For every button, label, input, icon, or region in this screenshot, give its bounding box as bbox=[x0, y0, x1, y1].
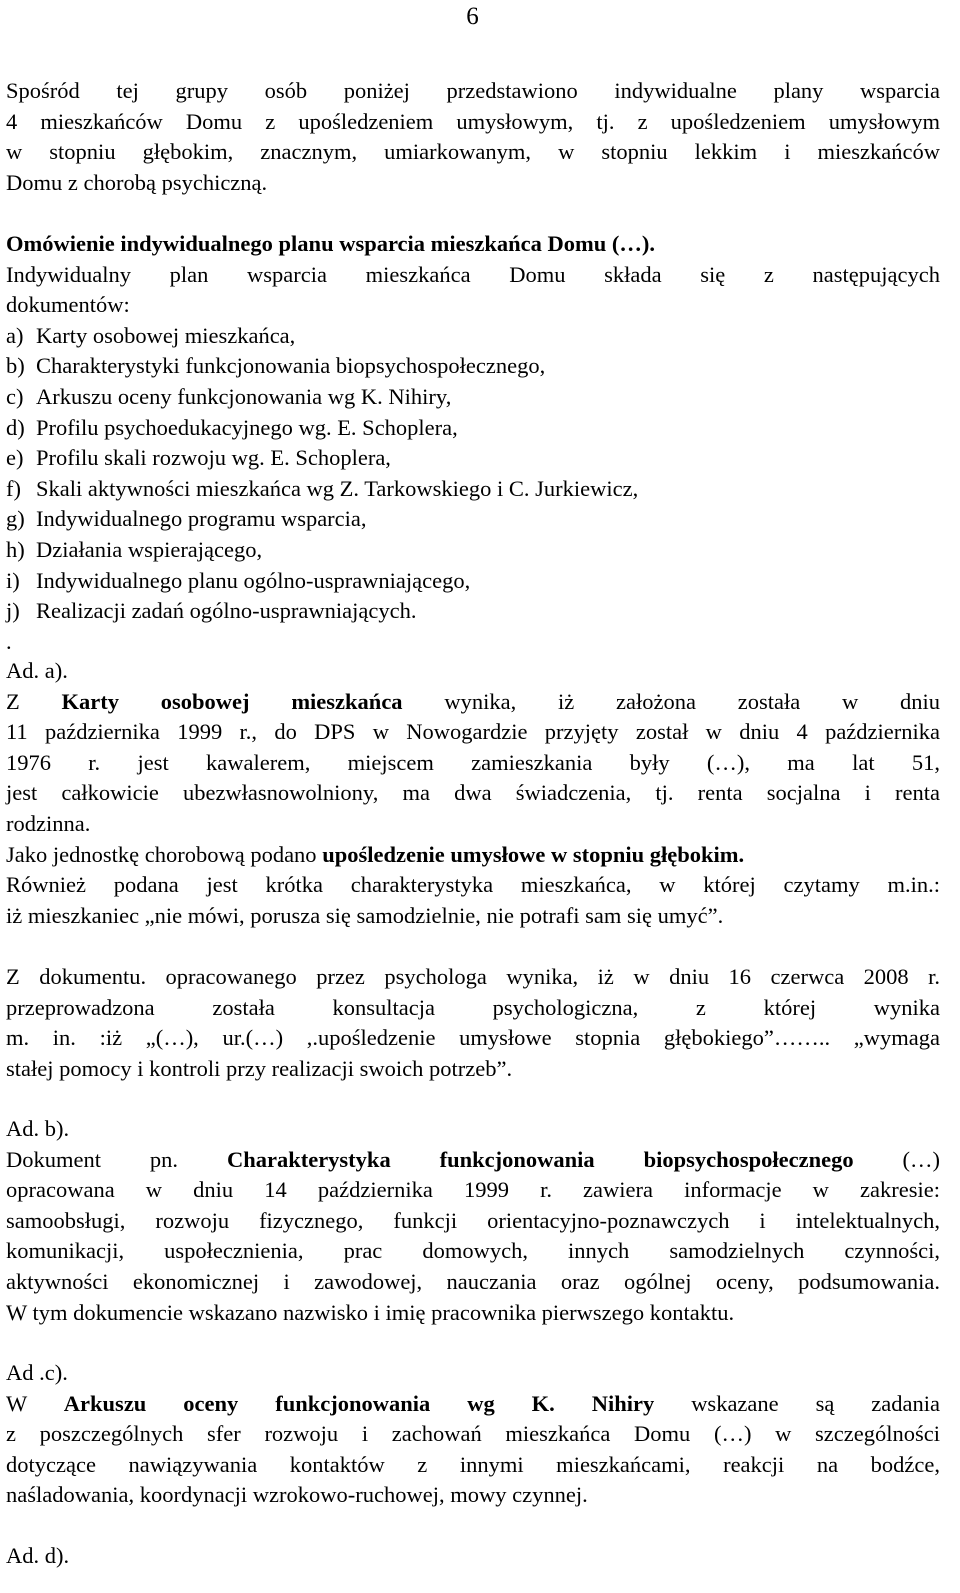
ad-b-text: Dokument pn. bbox=[6, 1146, 227, 1172]
ad-a-line: Również podana jest krótka charakterystyka mieszkańca, w której czytamy m.in.: bbox=[6, 872, 940, 898]
ad-a-text: Jako jednostkę chorobową podano bbox=[6, 841, 323, 867]
section-heading: Omówienie indywidualnego planu wsparcia mieszkańca Domu (…). bbox=[6, 231, 656, 256]
ad-c-section bbox=[6, 1358, 940, 1511]
z-dok-line: m. in. :iż „(…), ur.(…) ,.upośledzenie umysłowe stopnia głębokiego”…….. „wymaga bbox=[6, 1025, 940, 1051]
list-text: Działania wspierającego, bbox=[36, 536, 263, 562]
intro-paragraph bbox=[6, 76, 940, 198]
ad-c-label: Ad .c). bbox=[6, 1360, 68, 1385]
list-marker: f) bbox=[6, 475, 21, 501]
ad-c-line bbox=[6, 1389, 940, 1420]
list-text: Indywidualnego planu ogólno-usprawniającego, bbox=[36, 567, 471, 593]
list-marker: e) bbox=[6, 445, 24, 471]
list-marker: g) bbox=[6, 506, 25, 532]
psychologist-document-section bbox=[6, 962, 940, 1084]
intro-line: 4 mieszkańców Domu z upośledzeniem umysłowym, tj. z upośledzeniem umysłowym bbox=[6, 108, 940, 134]
ad-a-line: rodzinna. bbox=[6, 810, 91, 836]
ad-b-line: opracowana w dniu 14 października 1999 r. zawiera informacje w zakresie: bbox=[6, 1177, 940, 1203]
list-item bbox=[6, 351, 940, 382]
ad-a-text: Z bbox=[6, 688, 62, 714]
intro-line: w stopniu głębokim, znacznym, umiarkowanym, w stopniu lekkim i mieszkańców bbox=[6, 139, 940, 165]
z-dok-line: przeprowadzona została konsultacja psychologiczna, z której wynika bbox=[6, 994, 940, 1020]
list-text: Profilu skali rozwoju wg. E. Schoplera, bbox=[36, 445, 391, 471]
list-text: Arkuszu oceny funkcjonowania wg K. Nihiry, bbox=[36, 383, 452, 409]
list-item bbox=[6, 443, 940, 474]
list-item bbox=[6, 413, 940, 444]
ad-b-bold: Charakterystyka funkcjonowania biopsychospołecznego bbox=[226, 1146, 854, 1172]
list-item bbox=[6, 474, 940, 505]
ad-a-line: jest całkowicie ubezwłasnowolniony, ma dwa świadczenia, tj. renta socjalna i renta bbox=[6, 780, 940, 806]
list-item bbox=[6, 535, 940, 566]
ad-c-bold: Arkuszu oceny funkcjonowania wg K. Nihiry bbox=[63, 1390, 655, 1416]
list-item bbox=[6, 596, 940, 627]
list-text: Profilu psychoedukacyjnego wg. E. Schoplera, bbox=[36, 414, 458, 440]
list-marker: d) bbox=[6, 414, 25, 440]
ad-c-text: wskazane są zadania bbox=[654, 1390, 940, 1416]
ad-c-line: naśladowania, koordynacji wzrokowo-ruchowej, mowy czynnej. bbox=[6, 1482, 588, 1508]
ad-a-line: 1976 r. jest kawalerem, miejscem zamieszkania były (…), ma lat 51, bbox=[6, 749, 940, 775]
list-item bbox=[6, 566, 940, 597]
ad-a-bold: upośledzenie umysłowe w stopniu głębokim. bbox=[322, 841, 745, 867]
ad-b-line: aktywności ekonomicznej i zawodowej, nauczania oraz ogólnej oceny, podsumowania. bbox=[6, 1268, 940, 1294]
list-text: Indywidualnego programu wsparcia, bbox=[36, 506, 367, 532]
ad-c-line: dotyczące nawiązywania kontaktów z innymi mieszkańcami, reakcji na bodźce, bbox=[6, 1451, 940, 1477]
intro-line: Spośród tej grupy osób poniżej przedstawiono indywidualne plany wsparcia bbox=[6, 78, 940, 103]
ad-a-line bbox=[6, 840, 940, 871]
ad-a-section bbox=[6, 656, 940, 931]
ad-a-line: 11 października 1999 r., do DPS w Nowogardzie przyjęty został w dniu 4 października bbox=[6, 719, 940, 745]
ad-a-line: iż mieszkaniec „nie mówi, porusza się samodzielnie, nie potrafi sam się umyć”. bbox=[6, 902, 724, 928]
ad-b-line: W tym dokumencie wskazano nazwisko i imię pracownika pierwszego kontaktu. bbox=[6, 1299, 735, 1325]
list-marker: j) bbox=[6, 598, 20, 624]
ad-a-label: Ad. a). bbox=[6, 658, 68, 683]
section-lead: Indywidualny plan wsparcia mieszkańca Domu składa się z następujących bbox=[6, 261, 940, 287]
list-text: Karty osobowej mieszkańca, bbox=[36, 322, 296, 348]
list-marker: a) bbox=[6, 322, 24, 348]
ad-a-text: wynika, iż założona została w dniu bbox=[402, 688, 941, 714]
stray-dot: . bbox=[6, 628, 12, 654]
document-list bbox=[6, 321, 940, 627]
ad-c-line: z poszczególnych sfer rozwoju i zachowań mieszkańca Domu (…) w szczególności bbox=[6, 1421, 940, 1447]
list-marker: h) bbox=[6, 536, 25, 562]
ad-b-line bbox=[6, 1145, 940, 1176]
list-marker: b) bbox=[6, 353, 25, 379]
page-number: 6 bbox=[466, 3, 479, 30]
ad-d-label: Ad. d). bbox=[6, 1543, 70, 1568]
section-lead: dokumentów: bbox=[6, 292, 130, 318]
plan-section bbox=[6, 229, 940, 657]
ad-b-section bbox=[6, 1114, 940, 1328]
ad-b-text: (…) bbox=[853, 1146, 940, 1172]
z-dok-line: stałej pomocy i kontroli przy realizacji swoich potrzeb”. bbox=[6, 1055, 513, 1081]
intro-line: Domu z chorobą psychiczną. bbox=[6, 169, 268, 195]
list-text: Realizacji zadań ogólno-usprawniających. bbox=[36, 598, 417, 624]
ad-b-line: komunikacji, uspołecznienia, prac domowych, innych samodzielnych czynności, bbox=[6, 1238, 940, 1264]
ad-a-line bbox=[6, 687, 940, 718]
ad-b-label: Ad. b). bbox=[6, 1116, 70, 1141]
ad-b-line: samoobsługi, rozwoju fizycznego, funkcji orientacyjno-poznawczych i intelektualnych, bbox=[6, 1207, 940, 1233]
z-dok-line: Z dokumentu. opracowanego przez psychologa wynika, iż w dniu 16 czerwca 2008 r. bbox=[6, 964, 940, 989]
list-marker: i) bbox=[6, 567, 20, 593]
ad-c-text: W bbox=[6, 1390, 64, 1416]
list-text: Charakterystyki funkcjonowania biopsychospołecznego, bbox=[36, 353, 546, 379]
list-text: Skali aktywności mieszkańca wg Z. Tarkowskiego i C. Jurkiewicz, bbox=[36, 475, 639, 501]
ad-d-section bbox=[6, 1541, 940, 1572]
ad-a-bold: Karty osobowej mieszkańca bbox=[61, 688, 403, 714]
list-marker: c) bbox=[6, 383, 24, 409]
list-item bbox=[6, 382, 940, 413]
list-item bbox=[6, 504, 940, 535]
list-item bbox=[6, 321, 940, 352]
